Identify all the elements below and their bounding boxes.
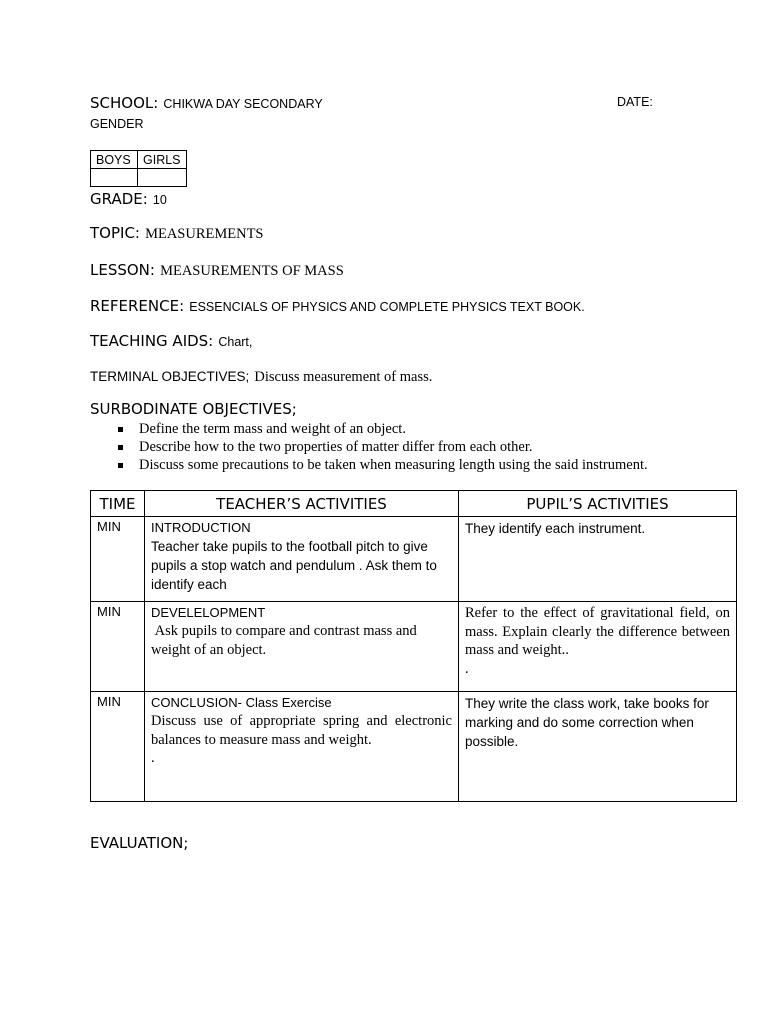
objective-item: Describe how to the two properties of matter differ from each other. <box>115 438 648 456</box>
girls-header: GIRLS <box>138 151 187 169</box>
teacher-cell <box>145 602 459 692</box>
objective-item: Discuss some precautions to be taken when measuring length using the said instrument. <box>115 456 648 474</box>
teacher-text: Discuss use of appropriate spring and electronic balances to measure mass and weight. <box>151 713 452 748</box>
time-header: TIME <box>91 491 145 517</box>
pupil-cell <box>459 602 737 692</box>
grade-label: GRADE: <box>90 190 148 208</box>
teacher-extra: . <box>151 750 155 766</box>
teacher-stage-heading: INTRODUCTION <box>151 520 251 535</box>
pupil-text: Refer to the effect of gravitational field, on mass. Explain clearly the difference between mass and weight.. <box>465 605 730 658</box>
terminal-objectives-value: Discuss measurement of mass. <box>254 369 433 385</box>
time-cell: MIN <box>91 692 145 802</box>
pupil-text: They write the class work, take books for marking and do some correction when possible. <box>465 696 709 749</box>
reference-value: ESSENCIALS OF PHYSICS AND COMPLETE PHYSICS TEXT BOOK. <box>189 300 585 314</box>
teaching-aids-label: TEACHING AIDS: <box>90 332 214 350</box>
terminal-objectives-line <box>90 366 432 386</box>
terminal-objectives-label: TERMINAL OBJECTIVES; <box>90 369 250 384</box>
boys-count-cell <box>91 169 138 187</box>
school-value: CHIKWA DAY SECONDARY <box>163 97 323 111</box>
subordinate-objectives-label: SURBODINATE OBJECTIVES; <box>90 400 297 418</box>
teacher-stage-heading: DEVELELOPMENT <box>151 605 266 620</box>
date-label: DATE: <box>617 95 653 109</box>
pupil-extra: . <box>465 660 469 677</box>
topic-value: MEASUREMENTS <box>145 226 264 242</box>
table-row <box>91 602 737 692</box>
girls-count-cell <box>138 169 187 187</box>
teacher-text: Teacher take pupils to the football pitch to give pupils a stop watch and pendulum . Ask them to identify each <box>151 539 437 592</box>
teaching-aids-value: Chart, <box>218 335 253 349</box>
time-cell: MIN <box>91 602 145 692</box>
table-row <box>91 692 737 802</box>
pupil-text: They identify each instrument. <box>465 521 646 536</box>
grade-line <box>90 189 167 208</box>
topic-label: TOPIC: <box>90 224 140 242</box>
school-line <box>90 93 323 112</box>
teacher-cell <box>145 692 459 802</box>
boys-header: BOYS <box>91 151 138 169</box>
pupil-activities-header: PUPIL’S ACTIVITIES <box>459 491 737 517</box>
lesson-line <box>90 260 344 280</box>
teacher-stage-heading: CONCLUSION- Class Exercise <box>151 695 332 710</box>
time-cell: MIN <box>91 517 145 602</box>
grade-value: 10 <box>152 193 167 207</box>
reference-line <box>90 296 585 315</box>
pupil-cell <box>459 692 737 802</box>
teacher-text: Ask pupils to compare and contrast mass and weight of an object. <box>151 623 417 658</box>
teaching-aids-line <box>90 331 252 350</box>
objective-item: Define the term mass and weight of an object. <box>115 420 648 438</box>
teacher-cell <box>145 517 459 602</box>
topic-line <box>90 223 264 243</box>
evaluation-label: EVALUATION; <box>90 834 189 852</box>
table-row <box>91 517 737 602</box>
reference-label: REFERENCE: <box>90 297 185 315</box>
objectives-list <box>115 420 648 474</box>
teacher-activities-header: TEACHER’S ACTIVITIES <box>145 491 459 517</box>
school-label: SCHOOL: <box>90 94 159 112</box>
activities-table <box>90 490 737 802</box>
gender-table <box>90 150 187 187</box>
lesson-value: MEASUREMENTS OF MASS <box>160 263 344 279</box>
gender-label: GENDER <box>90 117 144 131</box>
lesson-label: LESSON: <box>90 261 155 279</box>
pupil-cell <box>459 517 737 602</box>
